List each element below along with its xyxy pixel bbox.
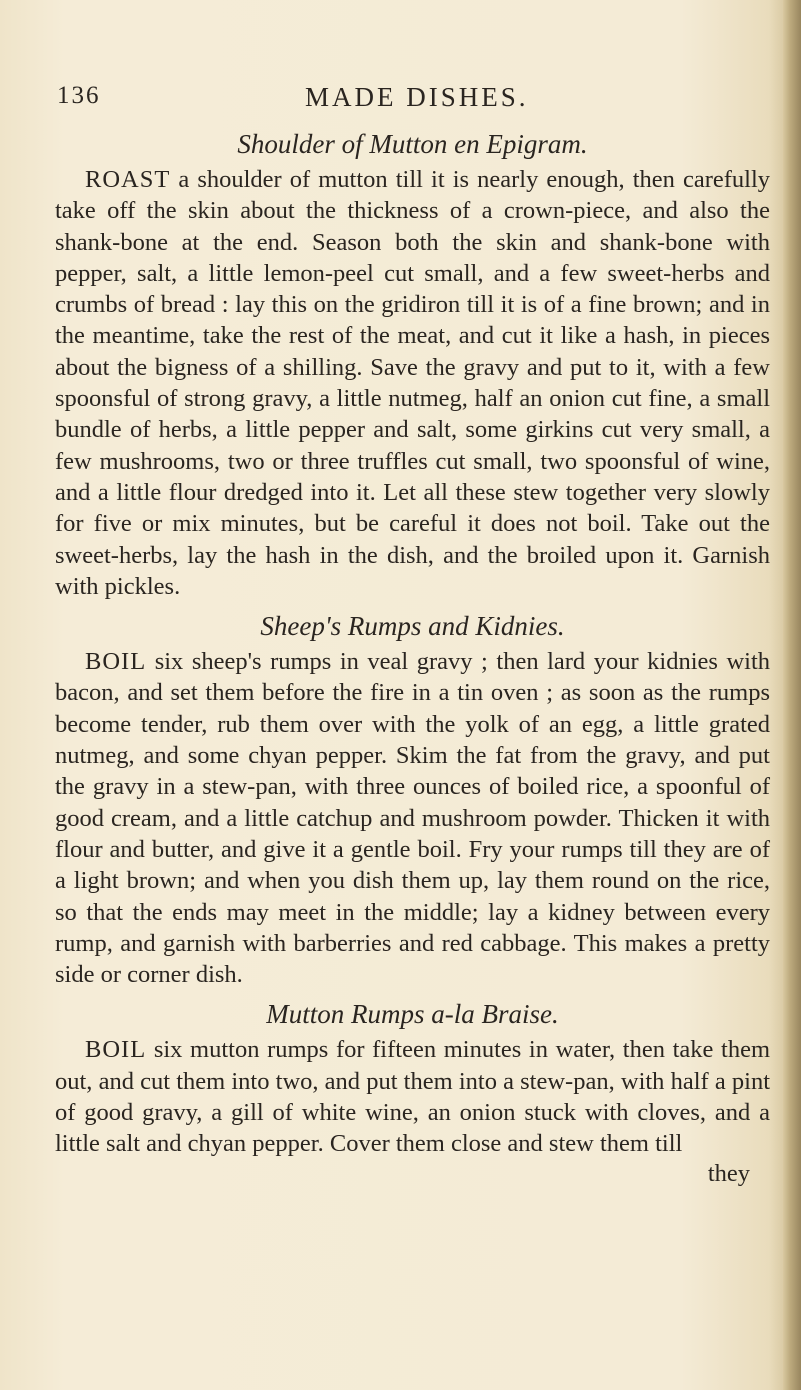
recipe-title: Mutton Rumps a-la Braise.: [266, 999, 559, 1030]
recipe-lead-word: BOIL: [85, 1036, 147, 1064]
recipe-mutton-rumps-braise: [55, 998, 770, 1187]
recipe-text: a shoulder of mutton till it is nearly enough, then carefully take off the skin about the thickness of a crown-piece, and also the shank-bone at the end. Season both the skin and shank-bone with pepper, salt, a little lemon-peel cut small, and a few sweet-herbs and crumbs of bread : lay this on the gridiron till it is of a fine brown; and in the meantime, take the rest of the meat, and cut it like a hash, in pieces about the bigness of a shilling. Save the gravy and put to it, with a few spoonsful of strong gravy, a little nutmeg, half an onion cut fine, a small bundle of herbs, a little pepper and salt, some girkins cut very small, a few mushrooms, two or three truffles cut small, two spoonsful of wine, and a little flour dredged into it. Let all these stew together very slowly for five or mix minutes, but be careful it does not boil. Take out the sweet-herbs, lay the hash in the dish, and the broiled upon it. Garnish with pickles.: [55, 166, 771, 600]
recipe-shoulder-of-mutton: [55, 128, 770, 602]
catchword: they: [707, 1159, 750, 1187]
recipe-sheeps-rumps: [55, 610, 770, 990]
recipe-title: Shoulder of Mutton en Epigram.: [237, 129, 588, 159]
recipe-text: six mutton rumps for fifteen minutes in water, then take them out, and cut them into two, and put them into a stew-pan, with half a pint of good gravy, a gill of white wine, an onion stuck with cloves, and a little salt and chyan pepper. Cover them close and stew them till: [55, 1036, 771, 1158]
recipe-body: [55, 1034, 770, 1159]
page-content: [55, 82, 770, 1196]
page-number: 136: [57, 82, 101, 109]
recipe-title: Sheep's Rumps and Kidnies.: [260, 611, 565, 642]
recipe-lead-word: BOIL: [85, 648, 147, 676]
recipe-body: [55, 646, 770, 990]
page-edge: [783, 0, 801, 1390]
recipe-text: six sheep's rumps in veal gravy ; then lard your kidnies with bacon, and set them before the fire in a tin oven ; as soon as the rumps become tender, rub them over with the yolk of an egg, a little grated nutmeg, and some chyan pepper. Skim the fat from the gravy, and put the gravy in a stew-pan, with three ounces of boiled rice, a spoonful of good cream, and a little catchup and mushroom powder. Thicken it with flour and butter, and give it a gentle boil. Fry your rumps till they are of a light brown; and when you dish them up, lay them round on the rice, so that the ends may meet in the middle; lay a kidney between every rump, and garnish with barberries and red cabbage. This makes a pretty side or corner dish.: [55, 648, 770, 989]
recipe-body: [55, 164, 770, 602]
recipe-lead-word: ROAST: [85, 166, 171, 193]
running-head: [55, 82, 770, 122]
running-title: MADE DISHES.: [305, 82, 529, 112]
